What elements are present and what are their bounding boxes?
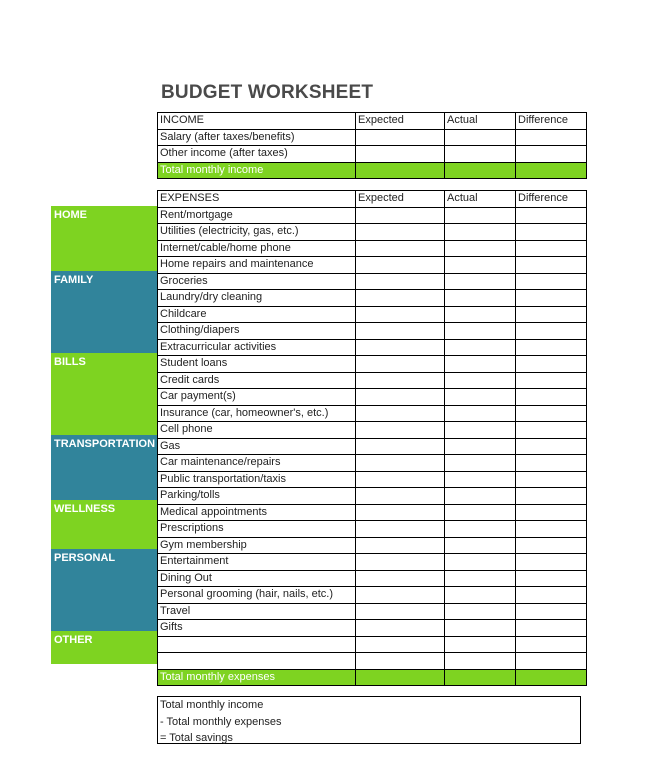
col-difference: Difference: [516, 113, 587, 130]
actual-cell[interactable]: [445, 603, 516, 620]
expense-row: [158, 471, 587, 488]
expense-label: Gifts: [158, 620, 356, 637]
expense-row: [158, 389, 587, 406]
income-label: Salary (after taxes/benefits): [158, 129, 356, 146]
difference-cell[interactable]: [516, 372, 587, 389]
category-transportation: TRANSPORTATION: [51, 435, 157, 500]
actual-cell[interactable]: [445, 146, 516, 163]
actual-cell[interactable]: [445, 207, 516, 224]
difference-cell[interactable]: [516, 273, 587, 290]
expense-label: Personal grooming (hair, nails, etc.): [158, 587, 356, 604]
expected-cell[interactable]: [356, 372, 445, 389]
difference-cell[interactable]: [516, 405, 587, 422]
actual-cell[interactable]: [445, 554, 516, 571]
expense-row: [158, 603, 587, 620]
income-table: [157, 112, 587, 179]
actual-cell[interactable]: [445, 389, 516, 406]
actual-cell[interactable]: [445, 488, 516, 505]
expected-cell[interactable]: [356, 521, 445, 538]
expense-row: [158, 653, 587, 670]
expected-cell[interactable]: [356, 162, 445, 179]
expense-row: [158, 290, 587, 307]
expense-row: [158, 257, 587, 274]
expense-label: Insurance (car, homeowner's, etc.): [158, 405, 356, 422]
expense-label: Medical appointments: [158, 504, 356, 521]
actual-cell[interactable]: [445, 636, 516, 653]
expense-row: [158, 306, 587, 323]
expected-cell[interactable]: [356, 438, 445, 455]
col-actual: Actual: [445, 191, 516, 208]
expense-label: Extracurricular activities: [158, 339, 356, 356]
expense-label: Prescriptions: [158, 521, 356, 538]
category-home: HOME: [51, 206, 157, 271]
expense-label: Car maintenance/repairs: [158, 455, 356, 472]
difference-cell[interactable]: [516, 306, 587, 323]
expected-cell[interactable]: [356, 356, 445, 373]
expected-cell[interactable]: [356, 240, 445, 257]
expense-label: Cell phone: [158, 422, 356, 439]
col-actual: Actual: [445, 113, 516, 130]
expenses-header: EXPENSES: [158, 191, 356, 208]
expense-label: Laundry/dry cleaning: [158, 290, 356, 307]
actual-cell[interactable]: [445, 471, 516, 488]
difference-cell[interactable]: [516, 438, 587, 455]
expense-label: Clothing/diapers: [158, 323, 356, 340]
expense-label: Home repairs and maintenance: [158, 257, 356, 274]
expenses-table: [157, 190, 587, 686]
difference-cell[interactable]: [516, 422, 587, 439]
expected-cell[interactable]: [356, 224, 445, 241]
expense-row: [158, 372, 587, 389]
expense-row: [158, 504, 587, 521]
expense-row: [158, 537, 587, 554]
income-row: [158, 129, 587, 146]
difference-cell[interactable]: [516, 537, 587, 554]
difference-cell[interactable]: [516, 290, 587, 307]
expense-label: Entertainment: [158, 554, 356, 571]
col-expected: Expected: [356, 113, 445, 130]
income-total-row: [158, 162, 587, 179]
expense-row: [158, 273, 587, 290]
expense-label: Credit cards: [158, 372, 356, 389]
income-header-row: [158, 113, 587, 130]
expense-row: [158, 438, 587, 455]
actual-cell[interactable]: [445, 323, 516, 340]
expected-cell[interactable]: [356, 323, 445, 340]
income-header: INCOME: [158, 113, 356, 130]
actual-cell[interactable]: [445, 257, 516, 274]
actual-cell[interactable]: [445, 587, 516, 604]
expected-cell[interactable]: [356, 504, 445, 521]
actual-cell[interactable]: [445, 129, 516, 146]
expenses-total-label: Total monthly expenses: [158, 669, 356, 686]
expected-cell[interactable]: [356, 554, 445, 571]
page-title: BUDGET WORKSHEET: [161, 82, 374, 103]
expenses-header-row: [158, 191, 587, 208]
expected-cell[interactable]: [356, 471, 445, 488]
actual-cell[interactable]: [445, 438, 516, 455]
expense-row: [158, 521, 587, 538]
actual-cell[interactable]: [445, 422, 516, 439]
actual-cell[interactable]: [445, 653, 516, 670]
expense-label: Parking/tolls: [158, 488, 356, 505]
expense-row: [158, 224, 587, 241]
expense-row: [158, 422, 587, 439]
actual-cell[interactable]: [445, 521, 516, 538]
col-expected: Expected: [356, 191, 445, 208]
expense-row: [158, 339, 587, 356]
actual-cell[interactable]: [445, 306, 516, 323]
actual-cell[interactable]: [445, 162, 516, 179]
difference-cell[interactable]: [516, 339, 587, 356]
expected-cell[interactable]: [356, 587, 445, 604]
difference-cell[interactable]: [516, 587, 587, 604]
expected-cell[interactable]: [356, 273, 445, 290]
summary-income: Total monthly income: [160, 699, 264, 711]
expense-row: [158, 455, 587, 472]
income-row: [158, 146, 587, 163]
category-bills: BILLS: [51, 353, 157, 435]
expected-cell[interactable]: [356, 488, 445, 505]
actual-cell[interactable]: [445, 290, 516, 307]
actual-cell[interactable]: [445, 356, 516, 373]
difference-cell[interactable]: [516, 207, 587, 224]
expected-cell[interactable]: [356, 207, 445, 224]
expense-label: Gym membership: [158, 537, 356, 554]
expense-row: [158, 570, 587, 587]
difference-cell[interactable]: [516, 389, 587, 406]
expense-row: [158, 554, 587, 571]
savings-summary: [157, 696, 581, 744]
expense-label: Childcare: [158, 306, 356, 323]
expenses-total-row: [158, 669, 587, 686]
actual-cell[interactable]: [445, 504, 516, 521]
difference-cell[interactable]: [516, 603, 587, 620]
category-other: OTHER: [51, 631, 157, 664]
income-label: Other income (after taxes): [158, 146, 356, 163]
difference-cell[interactable]: [516, 504, 587, 521]
expected-cell[interactable]: [356, 570, 445, 587]
expected-cell[interactable]: [356, 290, 445, 307]
expense-row: [158, 488, 587, 505]
difference-cell[interactable]: [516, 521, 587, 538]
expense-label: Dining Out: [158, 570, 356, 587]
expected-cell[interactable]: [356, 129, 445, 146]
expected-cell[interactable]: [356, 146, 445, 163]
difference-cell[interactable]: [516, 620, 587, 637]
difference-cell[interactable]: [516, 162, 587, 179]
expense-label: Internet/cable/home phone: [158, 240, 356, 257]
expected-cell[interactable]: [356, 422, 445, 439]
expense-label: Gas: [158, 438, 356, 455]
actual-cell[interactable]: [445, 224, 516, 241]
category-personal: PERSONAL: [51, 549, 157, 631]
difference-cell[interactable]: [516, 257, 587, 274]
expected-cell[interactable]: [356, 620, 445, 637]
actual-cell[interactable]: [445, 339, 516, 356]
expense-row: [158, 587, 587, 604]
expense-label: Groceries: [158, 273, 356, 290]
difference-cell[interactable]: [516, 356, 587, 373]
difference-cell[interactable]: [516, 570, 587, 587]
difference-cell[interactable]: [516, 554, 587, 571]
expense-label: Rent/mortgage: [158, 207, 356, 224]
expense-row: [158, 405, 587, 422]
difference-cell[interactable]: [516, 146, 587, 163]
actual-cell[interactable]: [445, 273, 516, 290]
expense-row: [158, 323, 587, 340]
expected-cell[interactable]: [356, 537, 445, 554]
difference-cell[interactable]: [516, 224, 587, 241]
actual-cell[interactable]: [445, 570, 516, 587]
expense-label: Public transportation/taxis: [158, 471, 356, 488]
category-family: FAMILY: [51, 271, 157, 353]
expense-row: [158, 240, 587, 257]
expected-cell[interactable]: [356, 405, 445, 422]
difference-cell[interactable]: [516, 240, 587, 257]
expense-label: Student loans: [158, 356, 356, 373]
expected-cell[interactable]: [356, 669, 445, 686]
difference-cell[interactable]: [516, 653, 587, 670]
expected-cell[interactable]: [356, 389, 445, 406]
summary-expenses: - Total monthly expenses: [160, 715, 282, 728]
expense-label: Travel: [158, 603, 356, 620]
difference-cell[interactable]: [516, 636, 587, 653]
expense-row: [158, 207, 587, 224]
actual-cell[interactable]: [445, 669, 516, 686]
expense-row: [158, 356, 587, 373]
expense-label: [158, 653, 356, 670]
difference-cell[interactable]: [516, 471, 587, 488]
expected-cell[interactable]: [356, 653, 445, 670]
expected-cell[interactable]: [356, 339, 445, 356]
difference-cell[interactable]: [516, 323, 587, 340]
category-wellness: WELLNESS: [51, 500, 157, 549]
difference-cell[interactable]: [516, 455, 587, 472]
expected-cell[interactable]: [356, 603, 445, 620]
difference-cell[interactable]: [516, 488, 587, 505]
difference-cell[interactable]: [516, 129, 587, 146]
col-difference: Difference: [516, 191, 587, 208]
actual-cell[interactable]: [445, 372, 516, 389]
expected-cell[interactable]: [356, 306, 445, 323]
summary-savings: = Total savings: [160, 732, 233, 744]
difference-cell[interactable]: [516, 669, 587, 686]
expense-label: Utilities (electricity, gas, etc.): [158, 224, 356, 241]
expense-label: [158, 636, 356, 653]
expense-row: [158, 636, 587, 653]
expected-cell[interactable]: [356, 455, 445, 472]
actual-cell[interactable]: [445, 405, 516, 422]
actual-cell[interactable]: [445, 455, 516, 472]
income-total-label: Total monthly income: [158, 162, 356, 179]
expected-cell[interactable]: [356, 257, 445, 274]
expense-row: [158, 620, 587, 637]
expense-label: Car payment(s): [158, 389, 356, 406]
actual-cell[interactable]: [445, 240, 516, 257]
expected-cell[interactable]: [356, 636, 445, 653]
actual-cell[interactable]: [445, 620, 516, 637]
actual-cell[interactable]: [445, 537, 516, 554]
